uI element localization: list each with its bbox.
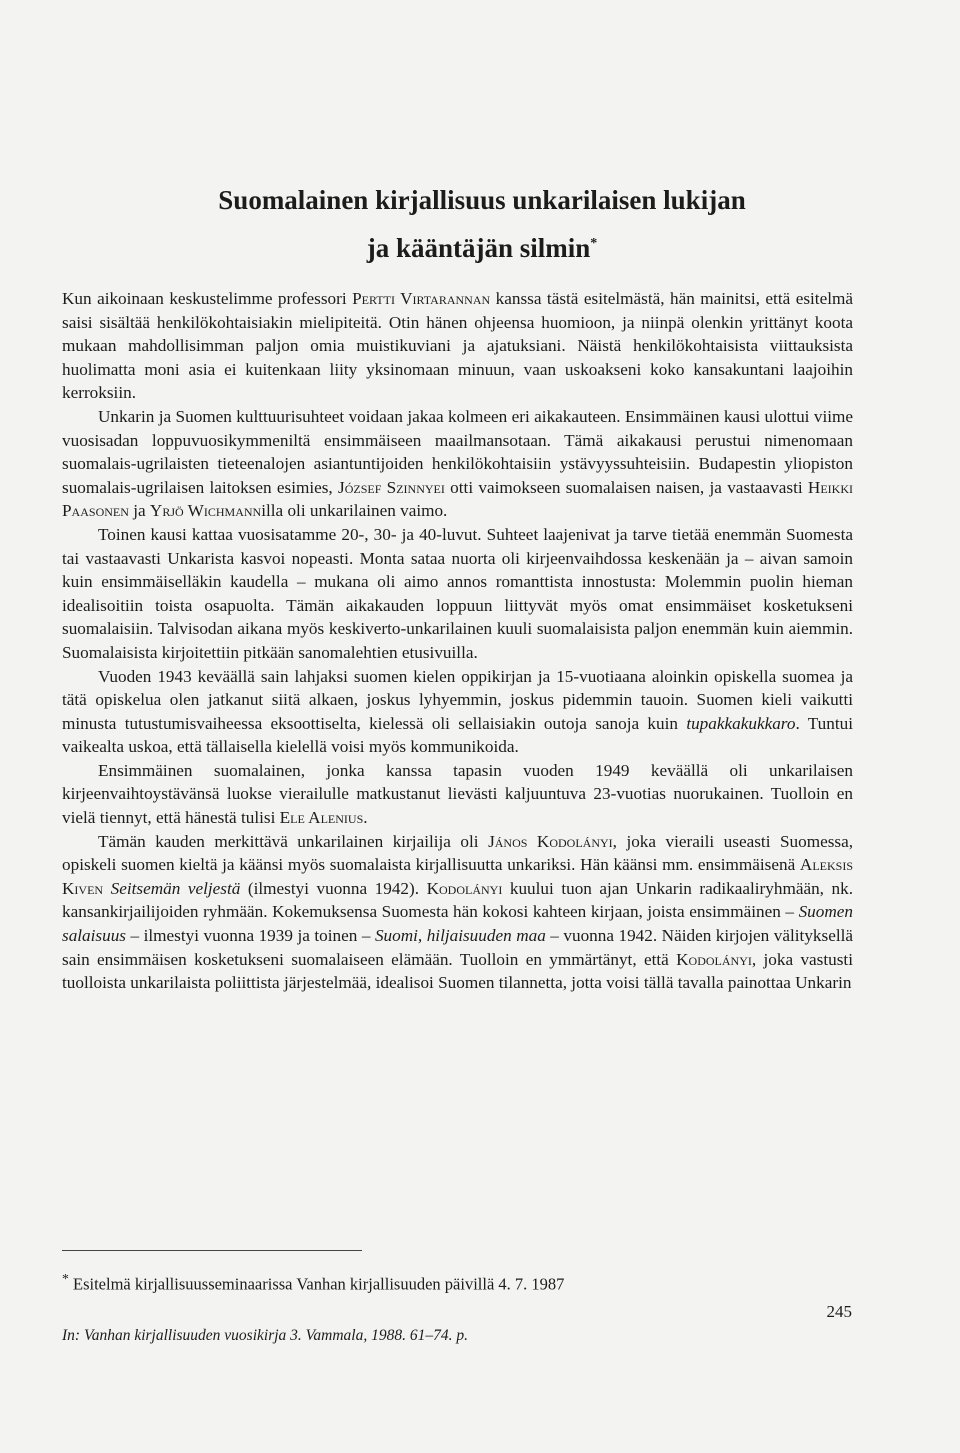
book-title: Seitsemän veljestä xyxy=(110,878,241,898)
person-name: József Szinnyei xyxy=(338,477,445,497)
footnote-text: Esitelmä kirjallisuusseminaarissa Vanhan kirjallisuuden päivillä 4. 7. 1987 xyxy=(73,1274,565,1294)
person-name: Yrjö Wichmann xyxy=(149,501,262,521)
text-run: – vuonna 1942. Näiden kirjojen välityksellä sain ensimmäisen kosketukseni suomalaiseen elämään. Tuolloin en ymmärtänyt, että xyxy=(62,926,854,969)
footnote-marker: * xyxy=(590,236,598,251)
text-run: kanssa tästä esitelmästä, hän mainitsi, että esitelmä saisi sisältää henkilökohtaisiakin mielipiteitä. Otin hänen ohjeensa huomioon, ja niinpä olenkin yrittänyt koota mukaan mahdollisimman paljon omia muistikuviani ja ajatuksiani. Näistä henkilökohtaisista viittauksista huolimatta moni asia ei kuitenkaan liity yksinomaan minuun, vaan uskoakseni koko kansakuntani laajoihin kerroksiin. xyxy=(62,289,853,403)
page-number: 245 xyxy=(826,1302,852,1321)
person-name: Pertti Virtarannan xyxy=(352,289,491,308)
paragraph-4 xyxy=(62,665,853,759)
text-run: Tämän kauden merkittävä unkarilainen kirjailija oli xyxy=(98,831,489,851)
text-run: , joka vieraili useasti Suomessa, opiskeli suomen kieltä ja käänsi myös suomalaista kirjallisuutta unkariksi. Hän käänsi mm. ensimmäisenä xyxy=(62,831,854,875)
text-run xyxy=(103,879,111,898)
source-citation: In: Vanhan kirjallisuuden vuosikirja 3. Vammala, 1988. 61–74. p. xyxy=(62,1327,468,1344)
text-run: otti vaimokseen suomalaisen naisen, ja vastaavasti xyxy=(444,477,808,497)
person-name: Kodolányi xyxy=(426,878,503,898)
paragraph-1 xyxy=(62,287,853,405)
paragraph-6 xyxy=(62,830,853,995)
text-run: , joka vastusti tuolloista unkarilaista poliittista järjestelmää, idealisoi Suomen tilannetta, jotta voisi tällä tavalla painottaa Unkarin xyxy=(62,949,853,993)
article-body xyxy=(62,287,853,995)
paragraph-2 xyxy=(62,405,853,523)
book-title: Suomi, hiljaisuuden maa xyxy=(374,926,546,946)
paragraph-5 xyxy=(62,759,853,830)
text-run: Vuoden 1943 keväällä sain lahjaksi suomen kielen oppikirjan ja 15-vuotiaana aloinkin opiskella suomea ja tätä opiskelua olen jatkanut siitä alkaen, joskus lyhyemmin, joskus pidemmin tauoin. Suomen kieli vaikutti minusta tutustumisvaiheessa eksoottiselta, kielessä oli sellaisiakin outoja sanoja kuin xyxy=(62,666,853,733)
person-name: Heikki Paasonen xyxy=(62,477,853,521)
text-run: . xyxy=(363,808,368,828)
title-line-2 xyxy=(62,222,902,270)
text-run: . Tuntui vaikealta uskoa, että tällaisella kielellä voisi myös kommunikoida. xyxy=(62,713,853,757)
title-line-2-text: ja kääntäjän silmin xyxy=(366,233,591,263)
person-name: Kodolányi xyxy=(676,949,752,969)
text-run: – ilmestyi vuonna 1939 ja toinen – xyxy=(126,926,375,946)
text-run: Unkarin ja Suomen kulttuurisuhteet voidaan jakaa kolmeen eri aikakauteen. Ensimmäinen kausi ulottui viime vuosisadan loppuvuosikymmeniltä ensimmäiseen maailmansotaan. Tämä aikakausi perustui nimenomaan suomalais-ugrilaisten tieteenalojen asiantuntijoiden henkilökohtaisiin ystävyyssuhteisiin. Budapestin yliopiston suomalais-ugrilaisen laitoksen esimies, xyxy=(62,406,853,497)
text-run: kuului tuon ajan Unkarin radikaaliryhmään, nk. kansankirjailijoiden ryhmään. Kokemuksensa Suomesta hän kokosi kahteen kirjaan, joista ensimmäinen – xyxy=(62,878,853,922)
text-run: Ensimmäinen suomalainen, jonka kanssa tapasin vuoden 1949 keväällä oli unkarilaisen kirjeenvaihtoystävänsä luokse vierailulle matkustanut lievästi kaljuuntuva 23-vuotias nuorukainen. Tuolloin en vielä tiennyt, että hänestä tulisi xyxy=(62,760,853,828)
person-name: János Kodolányi xyxy=(488,831,613,851)
footnote-marker: * xyxy=(62,1271,69,1286)
text-run: (ilmestyi vuonna 1942). xyxy=(240,878,427,898)
person-name: Aleksis Kiven xyxy=(62,855,853,898)
text-run: ja xyxy=(128,501,150,521)
footnote xyxy=(62,1268,862,1296)
italic-word: tupakkakukkaro xyxy=(686,713,796,733)
title-line-1: Suomalainen kirjallisuus unkarilaisen lukijan xyxy=(218,185,746,215)
text-run: illa oli unkarilainen vaimo. xyxy=(261,501,448,521)
text-run: Kun aikoinaan keskustelimme professori xyxy=(62,289,353,308)
person-name: Ele Alenius xyxy=(279,808,364,828)
article-title xyxy=(62,178,902,270)
footnote-divider xyxy=(62,1250,362,1251)
book-title: Suomen salaisuus xyxy=(62,902,853,946)
paragraph-3: Toinen kausi kattaa vuosisatamme 20-, 30- ja 40-luvut. Suhteet laajenivat ja tarve tietää enemmän Suomesta tai vastaavasti Unkarista kasvoi nopeasti. Monta sataa nuorta oli kirjeenvaihdossa keskenään ja – aivan samoin kuin ensimmäiselläkin kaudella – mukana oli aimo annos romanttista innostusta: Molemmin puolin hieman idealisoitiin toista osapuolta. Tämän aikakauden loppuun liittyvät myös omat ensimmäiset kosketukseni suomalaisiin. Talvisodan aikana myös keskiverto-unkarilainen kuuli suomalaisista paljon enemmän kuin aiemmin. Suomalaisista kirjoitettiin pitkään sanomalehtien etusivuilla. xyxy=(62,524,853,662)
